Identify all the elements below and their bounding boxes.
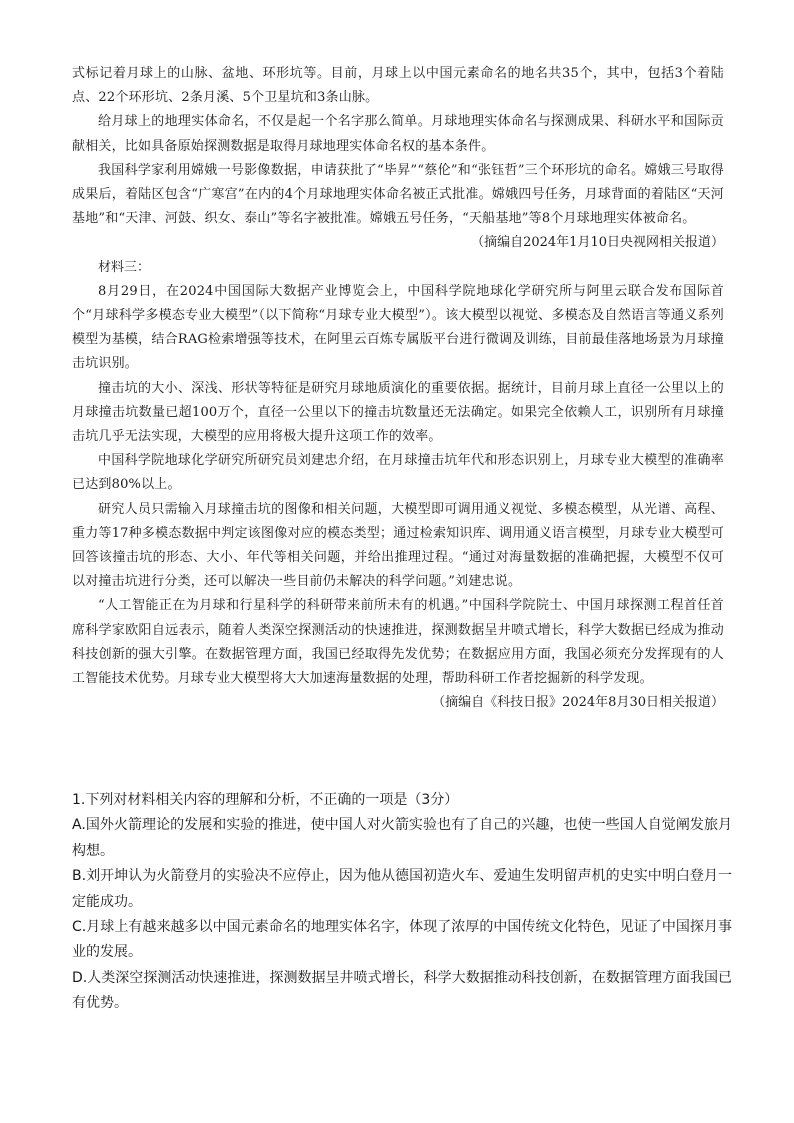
question-1-option-c: C.月球上有越来越多以中国元素命名的地理实体名字，体现了浓厚的中国传统文化特色，见证了中国探月事业的发展。 — [72, 919, 732, 961]
material2-source: （摘编自2024年1月10日央视网相关报道） — [471, 235, 724, 251]
material3-paragraph-2: 撞击坑的大小、深浅、形状等特征是研究月球地质演化的重要依据。据统计，目前月球上直径一公里以上的月球撞击坑数量已超100万个，直径一公里以下的撞击坑数量还无法确定。如果完全依赖人工，识别所有月球撞击坑几乎无法实现，大模型的应用将极大提升这项工作的效率。 — [72, 380, 724, 445]
material3-paragraph-3: 中国科学院地球化学研究所研究员刘建忠介绍，在月球撞击坑年代和形态识别上，月球专业大模型的准确率已达到80%以上。 — [72, 453, 724, 493]
question-1-option-b: B.刘开坤认为火箭登月的实验决不应停止，因为他从德国初造火车、爱迪生发明留声机的史实中明白登月一定能成功。 — [72, 868, 732, 910]
material3-paragraph-1: 8月29日，在2024中国国际大数据产业博览会上，中国科学院地球化学研究所与阿里云联合发布国际首个“月球科学多模态专业大模型”（以下简称“月球专业大模型”）。该大模型以视觉、多模态及自然语言等通义系列模型为基模，结合RAG检索增强等技术，在阿里云百炼专属版平台进行微调及训练，目前最佳落地场景为月球撞击坑识别。 — [72, 283, 724, 372]
material3-label: 材料三： — [98, 259, 151, 275]
material3-paragraph-5: “人工智能正在为月球和行星科学的科研带来前所未有的机遇。”中国科学院院士、中国月球探测工程首任首席科学家欧阳自远表示，随着人类深空探测活动的快速推进，探测数据呈井喷式增长，科学大数据已经成为推动科技创新的强大引擎。在数据管理方面，我国已经取得先发优势；在数据应用方面，我国必须充分发挥现有的人工智能技术优势。月球专业大模型将大大加速海量数据的处理，帮助科研工作者挖掘新的科学发现。 — [72, 598, 724, 687]
material2-paragraph-2: 给月球上的地理实体命名，不仅是起一个名字那么简单。月球地理实体命名与探测成果、科研水平和国际贡献相关，比如具备原始探测数据是取得月球地理实体命名权的基本条件。 — [72, 114, 724, 154]
question-1-stem: 1.下列对材料相关内容的理解和分析，不正确的一项是（3分） — [72, 792, 459, 808]
question-1 — [72, 788, 732, 1017]
material3-paragraph-4: 研究人员只需输入月球撞击坑的图像和相关问题，大模型即可调用通义视觉、多模态模型，从光谱、高程、重力等17种多模态数据中判定该图像对应的模态类型；通过检索知识库、调用通义语言模型，月球专业大模型可回答该撞击坑的形态、大小、年代等相关问题，并给出推理过程。“通过对海量数据的准确把握，大模型不仅可以对撞击坑进行分类，还可以解决一些目前仍未解决的科学问题。”刘建忠说。 — [72, 501, 724, 590]
material2-paragraph-3: 我国科学家利用嫦娥一号影像数据，申请获批了“毕昇”“蔡伦”和“张钰哲”三个环形坑的命名。嫦娥三号取得成果后，着陆区包含“广寒宫”在内的4个月球地理实体命名被正式批准。嫦娥四号任务，月球背面的着陆区“天河基地”和“天津、河鼓、织女、泰山”等名字被批准。嫦娥五号任务，“天船基地”等8个月球地理实体被命名。 — [72, 162, 724, 227]
question-1-option-d: D.人类深空探测活动快速推进，探测数据呈井喷式增长，科学大数据推动科技创新，在数据管理方面我国已有优势。 — [72, 969, 732, 1012]
material3-source: （摘编自《科技日报》2024年8月30日相关报道） — [432, 695, 724, 711]
material2-paragraph-1: 式标记着月球上的山脉、盆地、环形坑等。目前，月球上以中国元素命名的地名共35个，其中，包括3个着陆点、22个环形坑、2条月溪、5个卫星坑和3条山脉。 — [72, 66, 724, 106]
reading-materials — [72, 62, 724, 715]
question-1-option-a: A.国外火箭理论的发展和实验的推进，使中国人对火箭实验也有了自己的兴趣，也使一些国人自觉阐发旅月构想。 — [72, 817, 732, 859]
